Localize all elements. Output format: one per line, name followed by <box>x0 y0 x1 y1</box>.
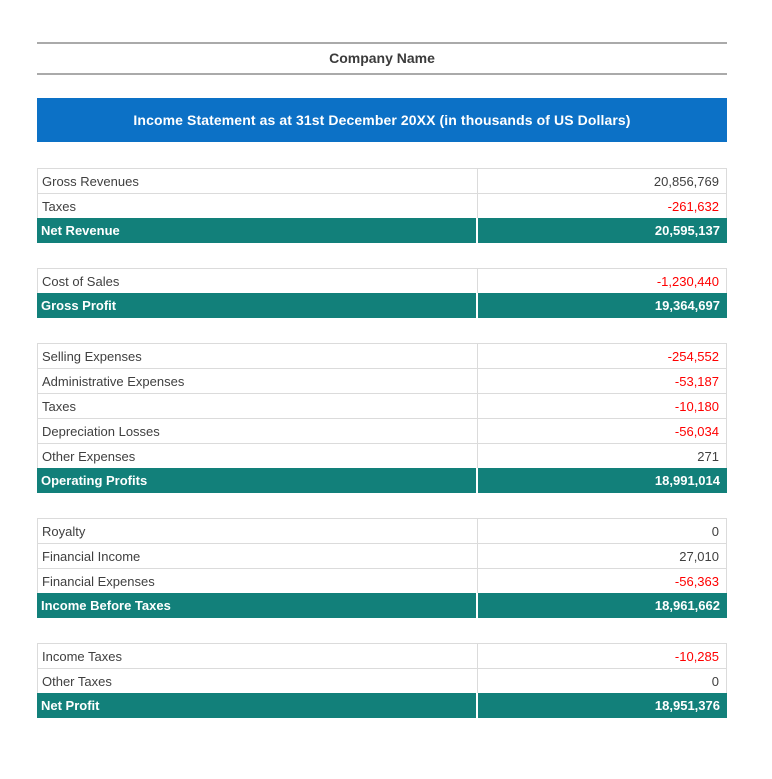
line-item-label: Other Expenses <box>38 444 478 468</box>
line-item-row <box>37 168 727 193</box>
line-item-label: Administrative Expenses <box>38 369 478 393</box>
total-row-value: 18,961,662 <box>654 598 720 613</box>
line-item-value: 20,856,769 <box>653 173 719 189</box>
line-item-value: -1,230,440 <box>656 273 719 289</box>
total-row-value: 18,991,014 <box>654 473 720 488</box>
line-item-row <box>37 343 727 368</box>
line-item-row <box>37 518 727 543</box>
total-row <box>37 468 727 493</box>
line-item-value: 271 <box>697 448 719 464</box>
header-bottom-rule <box>37 73 727 75</box>
statement-title: Income Statement as at 31st December 20XX (in thousands of US Dollars) <box>133 112 631 128</box>
line-item-row <box>37 668 727 693</box>
line-item-value: -261,632 <box>667 198 719 214</box>
statement-section <box>37 518 727 618</box>
statement-title-banner <box>37 98 727 142</box>
line-item-value: -56,363 <box>674 573 719 589</box>
company-name: Company Name <box>329 50 435 66</box>
line-item-label: Cost of Sales <box>38 269 478 293</box>
line-item-label: Royalty <box>38 519 478 543</box>
statement-section <box>37 643 727 718</box>
line-item-label: Taxes <box>38 194 478 218</box>
total-row <box>37 293 727 318</box>
company-header <box>37 42 727 75</box>
line-item-label: Financial Income <box>38 544 478 568</box>
line-item-row <box>37 418 727 443</box>
line-item-value: 0 <box>711 673 719 689</box>
line-item-value: 27,010 <box>679 548 719 564</box>
line-item-row <box>37 393 727 418</box>
line-item-label: Taxes <box>38 394 478 418</box>
line-item-label: Financial Expenses <box>38 569 478 593</box>
total-row-value: 18,951,376 <box>654 698 720 713</box>
line-item-row <box>37 368 727 393</box>
line-item-value: -53,187 <box>674 373 719 389</box>
total-row-label: Income Before Taxes <box>37 593 478 618</box>
line-item-value: 0 <box>711 523 719 539</box>
total-row-label: Gross Profit <box>37 293 478 318</box>
total-row <box>37 593 727 618</box>
line-item-value: -56,034 <box>674 423 719 439</box>
line-item-label: Depreciation Losses <box>38 419 478 443</box>
line-item-row <box>37 268 727 293</box>
line-item-row <box>37 443 727 468</box>
total-row-value: 19,364,697 <box>654 298 720 313</box>
total-row-value: 20,595,137 <box>654 223 720 238</box>
line-item-value: -10,180 <box>674 398 719 414</box>
statement-section <box>37 168 727 243</box>
statement-section <box>37 343 727 493</box>
line-item-value: -10,285 <box>674 648 719 664</box>
total-row-label: Operating Profits <box>37 468 478 493</box>
line-item-label: Other Taxes <box>38 669 478 693</box>
line-item-row <box>37 643 727 668</box>
total-row-label: Net Revenue <box>37 218 478 243</box>
line-item-row <box>37 543 727 568</box>
line-item-value: -254,552 <box>667 348 719 364</box>
line-item-label: Selling Expenses <box>38 344 478 368</box>
line-item-label: Gross Revenues <box>38 169 478 193</box>
total-row-label: Net Profit <box>37 693 478 718</box>
line-item-row <box>37 193 727 218</box>
line-item-row <box>37 568 727 593</box>
statement-table <box>37 168 727 718</box>
total-row <box>37 218 727 243</box>
statement-section <box>37 268 727 318</box>
line-item-label: Income Taxes <box>38 644 478 668</box>
total-row <box>37 693 727 718</box>
